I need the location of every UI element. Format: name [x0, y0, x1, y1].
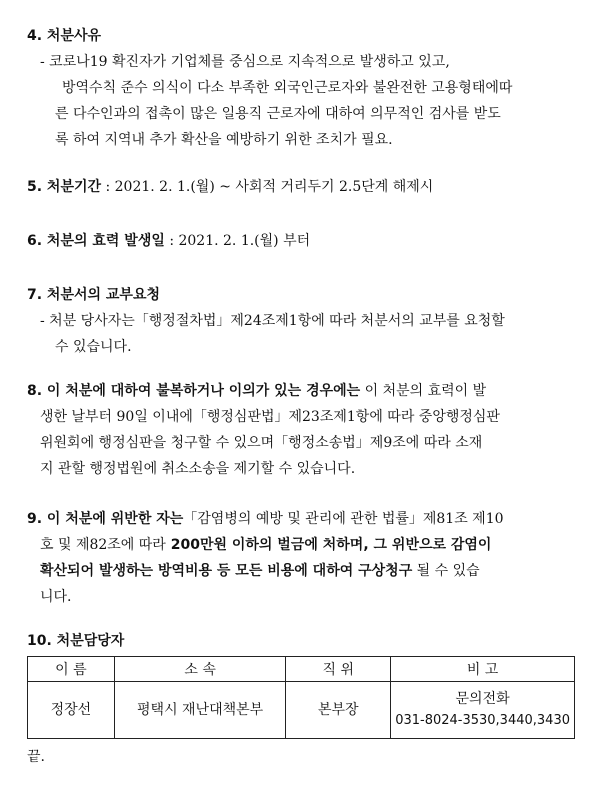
section-9-line-3-normal: 될 수 있습 — [412, 563, 480, 579]
section-4-line-1: - 코로나19 확진자가 기업체를 중심으로 지속적으로 발생하고 있고, — [40, 54, 450, 70]
section-8-line-1-rest: 이 처분의 효력이 발 — [360, 383, 487, 399]
note-title: 문의전화 — [455, 691, 510, 707]
section-9-line-2-normal: 호 및 제82조에 따라 — [40, 537, 166, 553]
section-5-text: : 2021. 2. 1.(월) ~ 사회적 거리두기 2.5단계 해제시 — [101, 179, 434, 195]
section-8-line-4: 지 관할 행정법원에 취소소송을 제기할 수 있습니다. — [40, 461, 356, 477]
section-8-line-2: 생한 날부터 90일 이내에「행정심판법」제23조제1항에 따라 중앙행정심판 — [40, 409, 500, 425]
column-header-note: 비 고 — [391, 657, 575, 682]
section-9-line-2 — [40, 536, 491, 554]
section-9-bold-1: 9. 이 처분에 위반한 자는 — [27, 511, 184, 527]
section-6 — [27, 232, 310, 250]
note-phone: 031-8024-3530,3440,3430 — [395, 713, 570, 728]
cell-note — [391, 682, 575, 739]
section-5 — [27, 178, 433, 196]
end-mark: 끝. — [27, 749, 45, 765]
section-9-line-3 — [40, 562, 480, 580]
section-9-line-2-bold: 200만원 이하의 벌금에 처하며, 그 위반으로 감염이 — [165, 537, 492, 553]
section-10-heading: 10. 처분담당자 — [27, 633, 125, 649]
cell-name: 정장선 — [28, 682, 115, 739]
section-9-line-3-bold: 확산되어 발생하는 방역비용 등 모든 비용에 대하여 구상청구 — [40, 563, 413, 579]
section-9-line-4: 니다. — [40, 589, 72, 605]
table-row — [28, 682, 575, 739]
staff-table — [27, 656, 575, 739]
section-7-line-2: 수 있습니다. — [55, 339, 132, 355]
column-header-dept: 소 속 — [114, 657, 286, 682]
section-8-line-1 — [27, 382, 486, 400]
section-9-line-1 — [27, 510, 504, 528]
section-9-line-1-rest: 「감염병의 예방 및 관리에 관한 법률」제81조 제10 — [183, 511, 504, 527]
section-4-line-4: 록 하여 지역내 추가 확산을 예방하기 위한 조치가 필요. — [55, 132, 393, 148]
cell-position: 본부장 — [286, 682, 391, 739]
section-5-label: 5. 처분기간 — [27, 179, 102, 195]
column-header-position: 직 위 — [286, 657, 391, 682]
section-7-line-1: - 처분 당사자는「행정절차법」제24조제1항에 따라 처분서의 교부를 요청할 — [40, 313, 505, 329]
section-7-heading: 7. 처분서의 교부요청 — [27, 287, 160, 303]
section-8-bold: 8. 이 처분에 대하여 불복하거나 이의가 있는 경우에는 — [27, 383, 361, 399]
section-6-text: : 2021. 2. 1.(월) 부터 — [164, 233, 311, 249]
cell-dept: 평택시 재난대책본부 — [114, 682, 286, 739]
column-header-name: 이 름 — [28, 657, 115, 682]
section-6-label: 6. 처분의 효력 발생일 — [27, 233, 165, 249]
section-4-heading: 4. 처분사유 — [27, 28, 102, 44]
section-8-line-3: 위원회에 행정심판을 청구할 수 있으며「행정소송법」제9조에 따라 소재 — [40, 435, 483, 451]
section-4-line-2: 방역수칙 준수 의식이 다소 부족한 외국인근로자와 불완전한 고용형태에따 — [62, 80, 513, 96]
table-header-row — [28, 657, 575, 682]
section-4-line-3: 른 다수인과의 접촉이 많은 일용직 근로자에 대하여 의무적인 검사를 받도 — [55, 106, 501, 122]
